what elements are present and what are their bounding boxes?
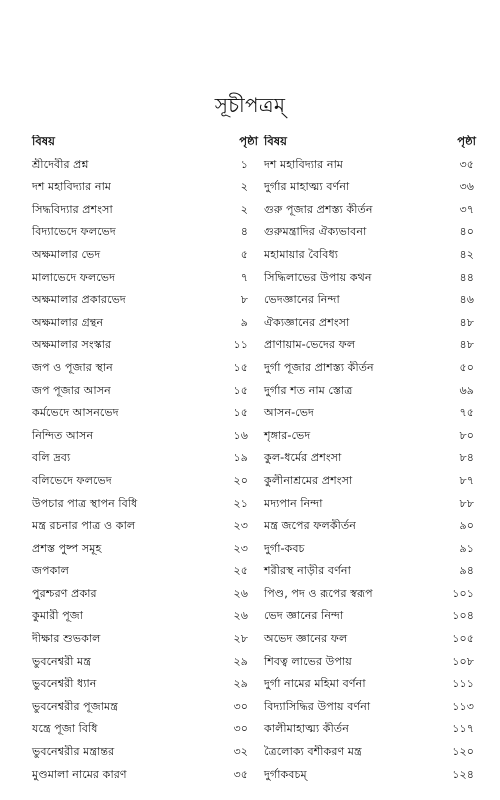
right-entry-title: ঐক্যজ্ঞানের প্রশংসা: [264, 315, 350, 329]
right-entry-title: ত্রৈলোক্য বশীকরণ মন্ত্র: [264, 745, 362, 759]
left-entry-title: দশ মহাবিদ্যার নাম: [32, 180, 112, 194]
right-entry-page: ১২০: [452, 745, 474, 759]
right-entry-title: শিবত্ব লাভের উপায়: [264, 654, 352, 668]
right-page-header: পৃষ্ঠা: [457, 135, 476, 148]
left-entry-page: ১১: [233, 338, 248, 352]
right-entry-page: ৮০: [459, 428, 474, 442]
left-entry-title: কর্মভেদে আসনভেদ: [32, 406, 119, 420]
left-entry-page: ১৬: [233, 428, 248, 442]
left-entry-title: জপ ও পূজার স্থান: [32, 360, 113, 374]
right-entry-title: ভেদ জ্ঞানের নিন্দা: [264, 609, 344, 623]
right-entry-page: ৪০: [459, 225, 474, 239]
right-entry-title: আসন-ভেদ: [264, 406, 314, 420]
toc-row: [26, 645, 478, 668]
toc-body: [26, 148, 478, 781]
left-entry-page: ১৫: [233, 383, 248, 397]
table-of-contents: [26, 128, 478, 781]
toc-row: [26, 758, 478, 781]
right-entry-title: প্রাণায়াম-ভেদের ফল: [264, 338, 356, 352]
right-entry-page: ৪৬: [459, 293, 474, 307]
left-entry-page: ২৯: [233, 654, 248, 668]
right-entry-title: শরীরস্থ নাড়ীর বর্ণনা: [264, 564, 351, 578]
left-entry-title: প্রশস্ত পুষ্প সমূহ: [32, 541, 102, 555]
left-entry-title: মালাভেদে ফলভেদ: [32, 270, 116, 284]
left-entry-page: ২১: [233, 496, 248, 510]
left-entry-title: উপচার পাত্র স্থাপন বিধি: [32, 496, 138, 510]
left-entry-title: জপকাল: [32, 564, 70, 578]
right-entry-page: ৪৮: [459, 338, 474, 352]
left-entry-page: ২৮: [233, 632, 248, 646]
left-entry-title: অক্ষমালার ভেদ: [32, 247, 101, 261]
right-entry-page: ১০৫: [452, 632, 474, 646]
left-entry-title: মুণ্ডমালা নামের কারণ: [32, 767, 127, 781]
left-entry-page: ২৬: [233, 609, 248, 623]
right-entry-title: দুর্গার মাহাত্ম্য বর্ণনা: [264, 180, 350, 194]
toc-row: [26, 600, 478, 623]
left-entry-page: ৩০: [233, 722, 248, 736]
left-entry-page: ২: [240, 202, 248, 216]
toc-row: [26, 329, 478, 352]
toc-row: [26, 555, 478, 578]
left-entry-page: ৩২: [233, 745, 248, 759]
left-entry-title: বলি দ্রব্য: [32, 451, 71, 465]
right-entry-page: ৪২: [459, 247, 474, 261]
left-entry-page: ৪: [240, 225, 248, 239]
left-entry-title: ভুবনেশ্বরীর মন্ত্রান্তর: [32, 745, 115, 759]
toc-row: [26, 464, 478, 487]
right-entry-title: গুরুমন্ত্রাদির ঐক্যভাবনা: [264, 225, 367, 239]
toc-row: [26, 690, 478, 713]
left-entry-page: ৮: [240, 293, 248, 307]
left-entry-page: ৯: [240, 315, 248, 329]
page-title: সূচীপত্রম্: [214, 93, 286, 117]
left-entry-title: পুরশ্চরণ প্রকার: [32, 586, 97, 600]
toc-row: [26, 216, 478, 239]
toc-row: [26, 351, 478, 374]
left-entry-title: সিদ্ধবিদ্যার প্রশংসা: [32, 202, 113, 216]
left-entry-page: ২৩: [233, 541, 248, 555]
toc-row: [26, 713, 478, 736]
right-entry-title: পিণ্ড, পদ ও রূপের স্বরূপ: [264, 586, 373, 600]
right-entry-title: দুর্গার শত নাম স্তোত্র: [264, 383, 353, 397]
toc-row: [26, 668, 478, 691]
right-entry-page: ৭৫: [459, 406, 474, 420]
right-entry-title: বিদ্যাসিদ্ধির উপায় বর্ণনা: [264, 699, 371, 713]
left-page-header: পৃষ্ঠা: [239, 135, 258, 148]
toc-row: [26, 442, 478, 465]
right-entry-page: ৯৪: [459, 564, 474, 578]
left-entry-page: ১৫: [233, 406, 248, 420]
left-entry-title: মন্ত্র রচনার পাত্র ও কাল: [32, 519, 136, 533]
right-entry-page: ৫০: [459, 360, 474, 374]
left-entry-title: জপ পূজার আসন: [32, 383, 111, 397]
left-entry-title: অক্ষমালার সংস্কার: [32, 338, 112, 352]
right-entry-title: ভেদজ্ঞানের নিন্দা: [264, 293, 340, 307]
left-entry-page: ১: [240, 157, 248, 171]
right-entry-page: ৪৮: [459, 315, 474, 329]
left-entry-title: বলিভেদে ফলভেদ: [32, 473, 112, 487]
left-entry-title: শ্রীদেবীর প্রশ্ন: [32, 157, 89, 171]
toc-row: [26, 532, 478, 555]
right-subject-header: বিষয়: [264, 135, 287, 148]
right-entry-page: ১২৪: [452, 767, 474, 781]
left-entry-page: ২৩: [233, 519, 248, 533]
toc-row: [26, 284, 478, 307]
right-entry-page: ৮৭: [459, 473, 474, 487]
left-entry-page: ২৫: [233, 564, 248, 578]
right-entry-page: ৯০: [459, 519, 474, 533]
toc-row: [26, 306, 478, 329]
right-entry-page: ৯১: [459, 541, 474, 555]
right-entry-page: ১০১: [452, 586, 474, 600]
left-entry-page: ৩০: [233, 699, 248, 713]
left-entry-page: ২০: [233, 473, 248, 487]
right-entry-title: কুল-ধর্মের প্রশংসা: [264, 451, 342, 465]
right-entry-page: ১০৪: [452, 609, 474, 623]
left-entry-page: ২৯: [233, 677, 248, 691]
toc-row: [26, 510, 478, 533]
left-entry-title: দীক্ষার শুভকাল: [32, 632, 101, 646]
right-entry-page: ১১১: [452, 677, 474, 691]
toc-row: [26, 374, 478, 397]
right-entry-title: মন্ত্র জপের ফলকীর্তন: [264, 519, 356, 533]
right-entry-page: ১১৩: [452, 699, 474, 713]
left-entry-title: অক্ষমালার প্রকারভেদ: [32, 293, 126, 307]
left-entry-title: বিদ্যাভেদে ফলভেদ: [32, 225, 116, 239]
left-entry-title: নিন্দিত আসন: [32, 428, 94, 442]
left-entry-title: ভুবনেশ্বরীর পূজামন্ত্র: [32, 699, 119, 713]
left-entry-title: ভুবনেশ্বরী ধ্যান: [32, 677, 97, 691]
toc-row: [26, 577, 478, 600]
toc-row: [26, 148, 478, 171]
left-entry-title: কুমারী পূজা: [32, 609, 84, 623]
right-entry-title: দুর্গাকবচম্: [264, 767, 307, 781]
left-entry-title: ভুবনেশ্বরী মন্ত্র: [32, 654, 92, 668]
toc-row: [26, 261, 478, 284]
right-entry-title: দুর্গা নামের মহিমা বর্ণনা: [264, 677, 366, 691]
left-subject-header: বিষয়: [32, 135, 55, 148]
toc-row: [26, 622, 478, 645]
left-entry-page: ২৬: [233, 586, 248, 600]
right-entry-title: শৃঙ্গার-ভেদ: [264, 428, 311, 442]
left-entry-page: ৫: [240, 247, 248, 261]
right-entry-title: কুলীনাশ্রমের প্রশংসা: [264, 473, 353, 487]
right-entry-title: দশ মহাবিদ্যার নাম: [264, 157, 344, 171]
left-entry-page: ৭: [240, 270, 248, 284]
right-entry-title: মহামায়ার বৈবিধ্য: [264, 247, 339, 261]
right-entry-page: ৪৪: [459, 270, 474, 284]
right-entry-page: ৩৭: [459, 202, 474, 216]
right-entry-page: ৩৫: [459, 157, 474, 171]
left-entry-page: ২: [240, 180, 248, 194]
toc-row: [26, 238, 478, 261]
left-entry-page: ৩৫: [233, 767, 248, 781]
right-entry-page: ১০৮: [452, 654, 474, 668]
right-entry-title: মদ্যপান নিন্দা: [264, 496, 323, 510]
toc-header: [26, 128, 478, 148]
toc-row: [26, 171, 478, 194]
left-entry-page: ১৫: [233, 360, 248, 374]
left-entry-title: যন্ত্রে পূজা বিধি: [32, 722, 98, 736]
right-entry-title: কালীমাহাত্ম্য কীর্তন: [264, 722, 349, 736]
toc-row: [26, 397, 478, 420]
left-entry-page: ১৯: [233, 451, 248, 465]
right-entry-title: দুর্গা-কবচ: [264, 541, 305, 555]
toc-row: [26, 419, 478, 442]
left-entry-title: অক্ষমালার গ্রন্থন: [32, 315, 104, 329]
right-entry-title: গুরু পূজার প্রশস্ত্য কীর্তন: [264, 202, 373, 216]
right-entry-page: ১১৭: [452, 722, 474, 736]
right-entry-title: অভেদ জ্ঞানের ফল: [264, 632, 348, 646]
toc-row: [26, 487, 478, 510]
right-entry-page: ৬৯: [459, 383, 474, 397]
right-entry-page: ৮৪: [459, 451, 474, 465]
right-entry-page: ৮৮: [459, 496, 474, 510]
right-entry-title: দুর্গা পূজার প্রাশস্ত্য কীর্তন: [264, 360, 374, 374]
toc-row: [26, 193, 478, 216]
right-entry-page: ৩৬: [459, 180, 474, 194]
right-entry-title: সিদ্ধিলাভের উপায় কথন: [264, 270, 372, 284]
toc-row: [26, 735, 478, 758]
